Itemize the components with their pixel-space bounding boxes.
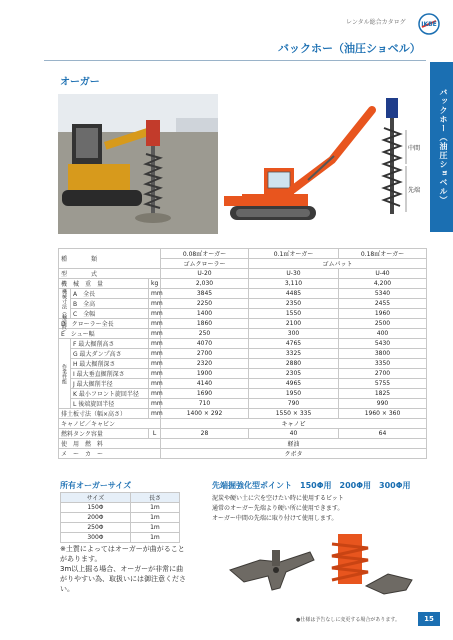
table-row	[59, 289, 427, 299]
row-unit: mm	[149, 319, 161, 329]
table-row	[61, 513, 180, 523]
cell: 1860	[161, 319, 249, 329]
cell: U-20	[161, 269, 249, 279]
row-unit: L	[149, 429, 161, 439]
cell: 250Φ	[61, 523, 131, 533]
group-label: 作業性能	[59, 339, 71, 409]
row-unit: mm	[149, 299, 161, 309]
tip-bit-installed-photo	[326, 530, 426, 600]
cell: 1m	[130, 503, 179, 513]
table-row	[59, 269, 427, 279]
auger-sizes-table	[60, 492, 180, 543]
cell: 2350	[249, 299, 339, 309]
footer-note: ●仕様は予告なしに変更する場合があります。	[296, 617, 400, 623]
table-row	[61, 503, 180, 513]
side-index-tab	[430, 62, 453, 232]
table-row	[59, 299, 427, 309]
cell: 1950	[249, 389, 339, 399]
page-title: バックホー（油圧ショベル）	[278, 42, 421, 55]
row-unit: mm	[149, 389, 161, 399]
description-line: オーガー中間の先端に取り付けて使用します。	[212, 515, 338, 522]
row-label: メ ー カ ー	[59, 449, 161, 459]
section-title: オーガー	[60, 77, 100, 88]
table-header-row	[61, 493, 180, 503]
table-row	[59, 439, 427, 449]
description-line: 泥炭や硬い土に穴を空けたい時に使用するビット	[212, 495, 344, 502]
row-unit: mm	[149, 369, 161, 379]
table-row	[59, 399, 427, 409]
company-logo	[418, 13, 440, 35]
table-row	[59, 359, 427, 369]
cell: 4485	[249, 289, 339, 299]
row-label: H 最大掘削深さ	[71, 359, 149, 369]
row-unit: mm	[149, 309, 161, 319]
cell: 1690	[161, 389, 249, 399]
page-number-badge	[418, 612, 440, 626]
cell: 1960	[339, 309, 427, 319]
model-header: 0.18㎥オーガー	[339, 249, 427, 259]
row-label: I 最大垂直掘削深さ	[71, 369, 149, 379]
cell: 4,200	[339, 279, 427, 289]
cell: 300	[249, 329, 339, 339]
catalog-label: レンタル総合カタログ	[346, 19, 406, 26]
cell: 2100	[249, 319, 339, 329]
column-header: 長さ	[130, 493, 179, 503]
cell: 軽油	[161, 439, 427, 449]
cell: U-30	[249, 269, 339, 279]
row-unit: mm	[149, 359, 161, 369]
row-label: D クローラー全長	[59, 319, 149, 329]
cell: 2700	[161, 349, 249, 359]
table-row	[59, 429, 427, 439]
cell: クボタ	[161, 449, 427, 459]
row-label: A 全長	[71, 289, 149, 299]
cell: 2320	[161, 359, 249, 369]
table-row	[59, 319, 427, 329]
cell: 400	[339, 329, 427, 339]
cell: 1m	[130, 513, 179, 523]
row-label: E シュー幅	[59, 329, 149, 339]
track-type: ゴムクローラー	[161, 259, 249, 269]
track-type: ゴムパット	[249, 259, 427, 269]
cell: 2455	[339, 299, 427, 309]
row-unit: kg	[149, 279, 161, 289]
cell: 2880	[249, 359, 339, 369]
note-line: 3m以上掘る場合、オーガーが非常に曲がりやすい為、取扱いには御注意ください。	[60, 565, 186, 593]
table-row	[61, 533, 180, 543]
title-underline	[44, 60, 426, 61]
cell: 4070	[161, 339, 249, 349]
row-unit: mm	[149, 409, 161, 419]
page-number: 15	[424, 615, 434, 623]
table-row	[59, 249, 427, 259]
row-label: 使 用 燃 料	[59, 439, 161, 449]
note-line: ※土質によってはオーガーが曲がることがあります。	[60, 545, 185, 563]
row-label: 燃料タンク容量	[59, 429, 149, 439]
row-label: B 全高	[71, 299, 149, 309]
diagram-label-tip: 先端	[408, 187, 421, 194]
spec-table	[58, 248, 427, 459]
cell: キャノピ	[161, 419, 427, 429]
row-label: L 後端旋回半径	[71, 399, 149, 409]
cell: 3845	[161, 289, 249, 299]
backhoe-auger-diagram	[222, 94, 422, 234]
cell: 5340	[339, 289, 427, 299]
cell: 2,030	[161, 279, 249, 289]
row-unit: mm	[149, 349, 161, 359]
row-label: キャノピ／キャビン	[59, 419, 161, 429]
cell: 4965	[249, 379, 339, 389]
tip-bit-photo	[220, 530, 320, 600]
side-index-tab-label: バックホー（油圧ショベル）	[439, 88, 448, 205]
table-row	[59, 339, 427, 349]
cell: 4765	[249, 339, 339, 349]
row-unit: mm	[149, 289, 161, 299]
cell: 1825	[339, 389, 427, 399]
row-unit: mm	[149, 399, 161, 409]
model-header: 0.08㎥オーガー	[161, 249, 249, 259]
cell: 3350	[339, 359, 427, 369]
logo-text: IKBE	[421, 21, 437, 28]
table-row	[59, 449, 427, 459]
cell: 64	[339, 429, 427, 439]
row-label: K 最小フロント旋回半径	[71, 389, 149, 399]
table-row	[59, 369, 427, 379]
table-row	[59, 349, 427, 359]
cell: 3,110	[249, 279, 339, 289]
cell: 990	[339, 399, 427, 409]
cell: 2700	[339, 369, 427, 379]
cell: U-40	[339, 269, 427, 279]
cell: 250	[161, 329, 249, 339]
cell: 5430	[339, 339, 427, 349]
cell: 5755	[339, 379, 427, 389]
cell: 2250	[161, 299, 249, 309]
diagram-label-middle: 中間	[408, 145, 421, 152]
cell: 150Φ	[61, 503, 131, 513]
cell: 1900	[161, 369, 249, 379]
row-label: 排土板寸法（幅×高さ）	[59, 409, 149, 419]
cell: 710	[161, 399, 249, 409]
row-label: C 全幅	[71, 309, 149, 319]
auger-sizes-title: 所有オーガーサイズ	[60, 481, 132, 490]
row-label: 機 械 重 量	[59, 279, 149, 289]
tip-section-title: 先端掘強化型ポイント 150Φ用 200Φ用 300Φ用	[212, 481, 411, 490]
cell: 1m	[130, 533, 179, 543]
cell: 1550 × 335	[249, 409, 339, 419]
cell: 2305	[249, 369, 339, 379]
table-row	[59, 409, 427, 419]
cell: 200Φ	[61, 513, 131, 523]
row-unit: mm	[149, 339, 161, 349]
spec-head-label: 種 類	[59, 249, 161, 269]
description-line: 通常のオーガー先端より硬い所に使用できます。	[212, 505, 344, 512]
cell: 300Φ	[61, 533, 131, 543]
cell: 1m	[130, 523, 179, 533]
model-header: 0.1㎥オーガー	[249, 249, 339, 259]
cell: 790	[249, 399, 339, 409]
table-row	[61, 523, 180, 533]
caution-notes	[60, 544, 188, 594]
column-header: サイズ	[61, 493, 131, 503]
row-label: J 最大掘削半径	[71, 379, 149, 389]
cell: 3325	[249, 349, 339, 359]
cell: 3800	[339, 349, 427, 359]
table-row	[59, 309, 427, 319]
table-row	[59, 389, 427, 399]
table-row	[59, 279, 427, 289]
cell: 2500	[339, 319, 427, 329]
row-unit: mm	[149, 329, 161, 339]
table-row	[59, 379, 427, 389]
cell: 40	[249, 429, 339, 439]
cell: 1400	[161, 309, 249, 319]
cell: 1550	[249, 309, 339, 319]
auger-work-photo	[58, 94, 218, 234]
row-unit: mm	[149, 379, 161, 389]
cell: 1960 × 360	[339, 409, 427, 419]
tip-section-description	[212, 494, 432, 524]
cell: 1400 × 292	[161, 409, 249, 419]
row-label: F 最大掘削高さ	[71, 339, 149, 349]
group-label: 機械寸法（輸送時）	[59, 289, 71, 319]
table-row	[59, 419, 427, 429]
table-row	[59, 329, 427, 339]
row-label: 型 式	[59, 269, 161, 279]
cell: 4140	[161, 379, 249, 389]
cell: 28	[161, 429, 249, 439]
row-label: G 最大ダンプ高さ	[71, 349, 149, 359]
